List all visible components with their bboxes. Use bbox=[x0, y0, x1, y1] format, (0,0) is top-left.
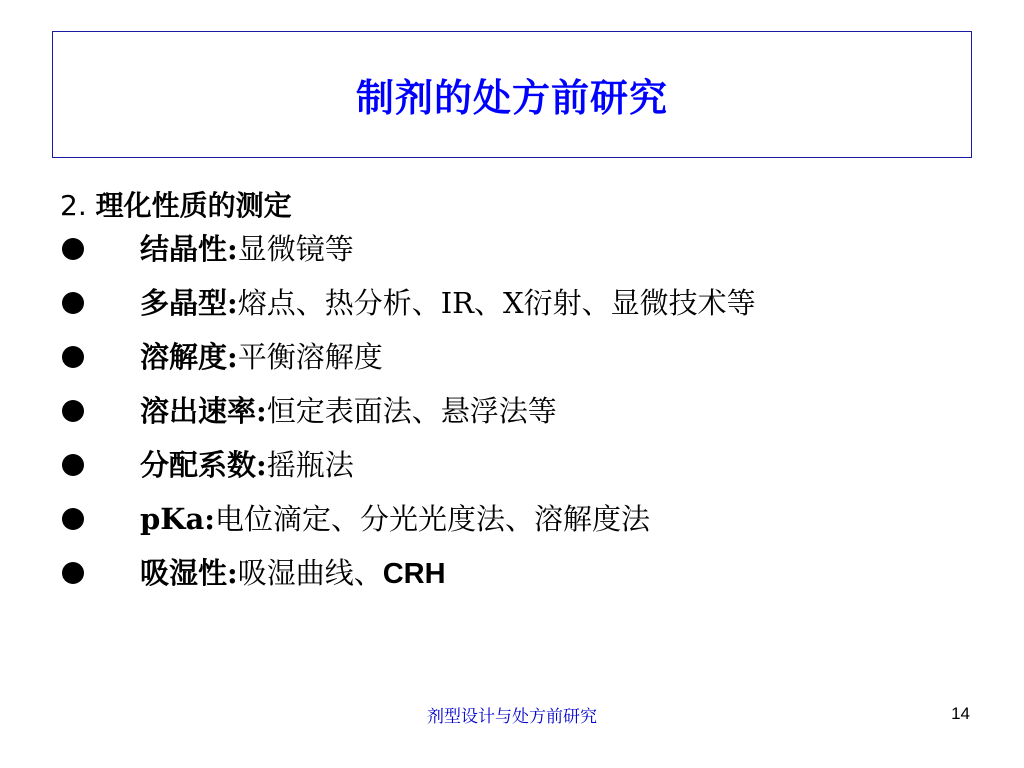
bullet-dot-icon bbox=[62, 400, 84, 422]
bullet-key: 结晶性: bbox=[140, 232, 238, 266]
bullet-dot-icon bbox=[62, 346, 84, 368]
bullet-item-crystallinity bbox=[60, 232, 960, 266]
slide-content bbox=[60, 186, 960, 611]
section-number: 2. bbox=[60, 189, 87, 222]
bullet-text bbox=[140, 394, 950, 428]
bullet-key: 溶解度: bbox=[140, 340, 238, 374]
bullet-item-pka bbox=[60, 502, 960, 536]
bullet-key: 溶出速率: bbox=[140, 394, 267, 428]
page-number: 14 bbox=[951, 704, 970, 723]
bullet-text bbox=[140, 448, 950, 482]
bullet-suffix: CRH bbox=[382, 558, 446, 590]
bullet-key: 分配系数: bbox=[140, 448, 267, 482]
bullet-key: 多晶型: bbox=[140, 286, 238, 320]
slide-title: 制剂的处方前研究 bbox=[355, 76, 668, 120]
section-heading bbox=[60, 186, 960, 226]
bullet-value: 吸湿曲线、 bbox=[237, 556, 383, 590]
bullet-text bbox=[140, 502, 950, 536]
bullet-text bbox=[140, 556, 950, 591]
bullet-dot-icon bbox=[62, 238, 84, 260]
bullet-value: 电位滴定、分光光度法、溶解度法 bbox=[214, 502, 650, 536]
bullet-dot-icon bbox=[62, 562, 84, 584]
bullet-text bbox=[140, 340, 950, 374]
bullet-dot-icon bbox=[62, 508, 84, 530]
bullet-item-dissolution-rate bbox=[60, 394, 960, 428]
bullet-item-hygroscopicity bbox=[60, 556, 960, 591]
bullet-key: 吸湿性: bbox=[140, 556, 238, 590]
section-heading-text: 理化性质的测定 bbox=[95, 189, 292, 222]
bullet-key: pKa: bbox=[140, 502, 215, 536]
bullet-list bbox=[60, 232, 960, 591]
bullet-text bbox=[140, 232, 950, 266]
bullet-value: 恒定表面法、悬浮法等 bbox=[266, 394, 557, 428]
bullet-item-partition-coefficient bbox=[60, 448, 960, 482]
title-box bbox=[52, 31, 972, 158]
bullet-value: 摇瓶法 bbox=[266, 448, 354, 482]
bullet-value: 显微镜等 bbox=[237, 232, 354, 266]
bullet-text bbox=[140, 286, 950, 320]
bullet-value: 熔点、热分析、IR、X衍射、显微技术等 bbox=[237, 286, 756, 320]
footer-title: 剂型设计与处方前研究 bbox=[427, 707, 597, 727]
bullet-value: 平衡溶解度 bbox=[237, 340, 383, 374]
bullet-dot-icon bbox=[62, 454, 84, 476]
bullet-dot-icon bbox=[62, 292, 84, 314]
bullet-item-polymorphism bbox=[60, 286, 960, 320]
bullet-item-solubility bbox=[60, 340, 960, 374]
